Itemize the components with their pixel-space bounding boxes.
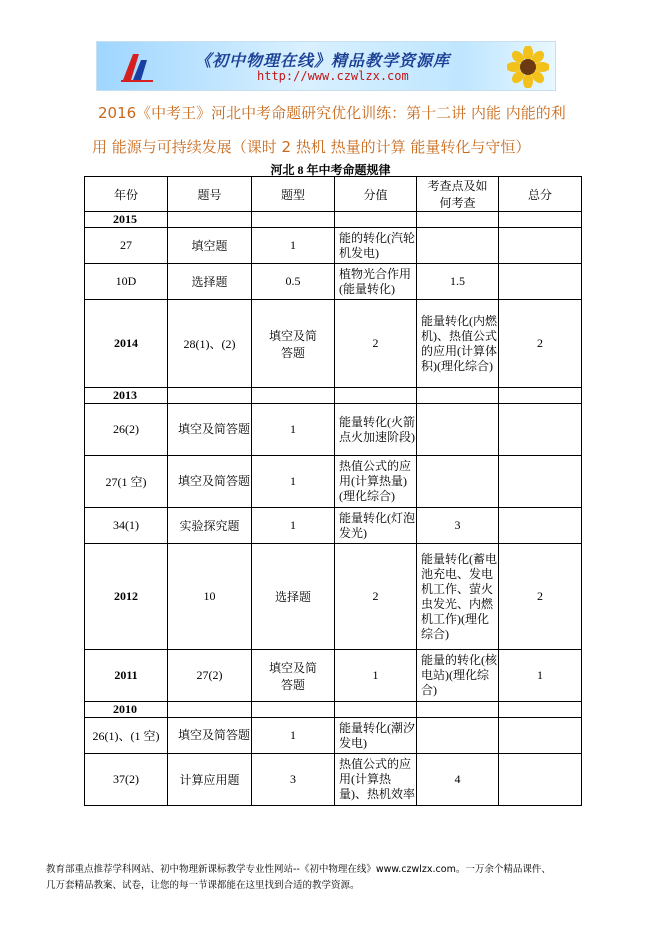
question-number: 10D [85,264,168,300]
score: 3 [252,754,335,806]
question-type: 实验探究题 [168,508,252,544]
site-banner [96,41,556,91]
question-type: 选择题 [252,544,335,650]
score: 1 [252,456,335,508]
score: 1 [252,228,335,264]
exam-point: 能的转化(汽轮机发电) [335,228,417,264]
question-type: 填空及简答题 [252,300,335,388]
question-type: 计算应用题 [168,754,252,806]
exam-point: 植物光合作用(能量转化) [335,264,417,300]
question-number: 37(2) [85,754,168,806]
score: 2 [335,544,417,650]
exam-point: 能量转化(火箭点火加速阶段) [335,404,417,456]
year-total: 1.5 [417,264,499,300]
year-2015: 2015 [85,212,168,228]
header-total: 总分 [499,177,582,212]
question-number: 28(1)、(2) [168,300,252,388]
footer-line-2: 几万套精品教案、试卷，让您的每一节课都能在这里找到合适的教学资源。 [46,880,360,891]
score: 1 [252,508,335,544]
document-title [92,96,618,164]
year-total: 2 [499,300,582,388]
document-title-line-1: 2016《中考王》河北中考命题研究优化训练：第十二讲 内能 内能的利 [98,104,566,122]
table-caption: 河北 8 年中考命题规律 [270,163,391,177]
footer-line-1: 教育部重点推荐学科网站、初中物理新课标教学专业性网站--《初中物理在线》www.czwlzx.com。一万余个精品课件、 [46,864,551,875]
year-total: 4 [417,754,499,806]
score: 2 [335,300,417,388]
table-row [85,228,582,264]
year-total: 1 [499,650,582,702]
question-number: 27(1 空) [85,456,168,508]
header-score: 分值 [335,177,417,212]
question-type: 填空及简答题 [168,718,252,754]
question-type: 选择题 [168,264,252,300]
question-number: 26(1)、(1 空) [85,718,168,754]
question-type: 填空及简答题 [168,456,252,508]
table-row-year-2010 [85,702,582,718]
banner-title: 《初中物理在线》精品教学资源库 [195,51,451,70]
exam-point: 能量转化(蓄电池充电、发电机工作、萤火虫发光、内燃机工作)(理化综合) [417,544,499,650]
question-type: 填空题 [168,228,252,264]
table-row-year-2013 [85,388,582,404]
sunflower-icon [507,46,549,88]
site-logo-icon [119,50,155,84]
exam-point: 能量转化(灯泡发光) [335,508,417,544]
year-2010: 2010 [85,702,168,718]
question-type: 填空及简答题 [168,404,252,456]
question-number: 27 [85,228,168,264]
year-total: 3 [417,508,499,544]
banner-url[interactable]: http://www.czwlzx.com [257,69,409,83]
table-row [85,650,582,702]
table-header-row [85,177,582,212]
header-exam-point: 考查点及如何考查 [417,177,499,212]
score: 1 [252,404,335,456]
page-footer [46,862,626,894]
question-type: 填空及简答题 [252,650,335,702]
question-number: 27(2) [168,650,252,702]
table-row [85,264,582,300]
exam-point: 能量转化(内燃机)、热值公式的应用(计算体积)(理化综合) [417,300,499,388]
score: 1 [335,650,417,702]
question-number: 26(2) [85,404,168,456]
exam-point: 能量转化(潮汐发电) [335,718,417,754]
exam-point: 能量的转化(核电站)(理化综合) [417,650,499,702]
document-title-line-2: 用 能源与可持续发展（课时 2 热机 热量的计算 能量转化与守恒） [92,138,531,156]
score: 1 [252,718,335,754]
table-row [85,754,582,806]
year-2014: 2014 [85,300,168,388]
year-total: 2 [499,544,582,650]
table-row-year-2015 [85,212,582,228]
table-row [85,300,582,388]
question-number: 34(1) [85,508,168,544]
table-row [85,404,582,456]
score: 0.5 [252,264,335,300]
table-row [85,544,582,650]
question-number: 10 [168,544,252,650]
header-question-number: 题号 [168,177,252,212]
exam-pattern-table [84,176,582,806]
header-year: 年份 [85,177,168,212]
year-2013: 2013 [85,388,168,404]
exam-point: 热值公式的应用(计算热量)(理化综合) [335,456,417,508]
year-2012: 2012 [85,544,168,650]
year-2011: 2011 [85,650,168,702]
table-row [85,718,582,754]
table-row [85,508,582,544]
exam-point: 热值公式的应用(计算热量)、热机效率 [335,754,417,806]
table-row [85,456,582,508]
header-question-type: 题型 [252,177,335,212]
